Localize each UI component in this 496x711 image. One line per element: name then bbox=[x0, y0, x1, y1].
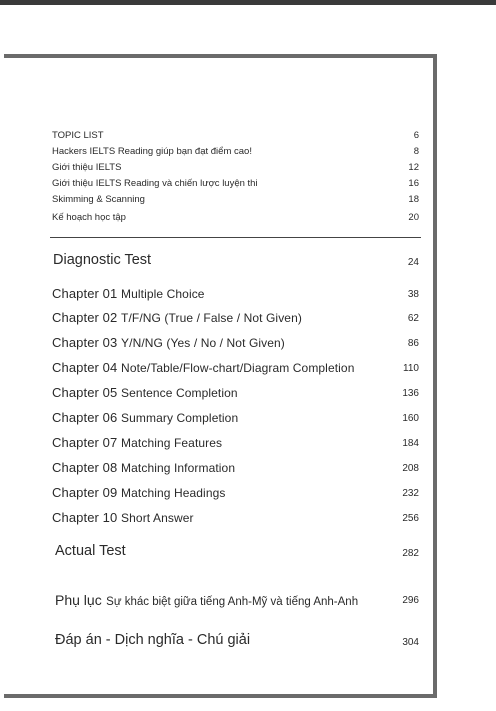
appendix-heading: Phụ lục bbox=[55, 592, 102, 608]
chapter-title: Matching Headings bbox=[121, 486, 226, 500]
chapter-title: Summary Completion bbox=[121, 411, 239, 425]
toc-entry-page: 38 bbox=[407, 289, 419, 300]
toc-entry-page: 304 bbox=[402, 637, 419, 648]
toc-entry-page: 282 bbox=[402, 548, 419, 559]
toc-entry-page: 6 bbox=[413, 130, 419, 141]
toc-entry-page: 20 bbox=[408, 212, 419, 223]
toc-entry-page: 62 bbox=[407, 313, 419, 324]
toc-entry-page: 184 bbox=[402, 438, 419, 449]
chapter-number: Chapter 03 bbox=[52, 335, 118, 350]
chapter-number: Chapter 05 bbox=[52, 385, 118, 400]
toc-entry-label: Skimming & Scanning bbox=[52, 194, 145, 205]
toc-entry-label: Actual Test bbox=[55, 543, 126, 559]
toc-entry-page: 160 bbox=[402, 413, 419, 424]
toc-entry-label: Giới thiệu IELTS bbox=[52, 162, 122, 173]
toc-page bbox=[4, 54, 437, 698]
chapter-title: Multiple Choice bbox=[121, 287, 205, 301]
chapter-title: Short Answer bbox=[121, 511, 194, 525]
chapter-title: Note/Table/Flow-chart/Diagram Completion bbox=[121, 361, 355, 375]
chapter-title: Sentence Completion bbox=[121, 386, 238, 400]
chapter-title: Matching Information bbox=[121, 461, 236, 475]
section-divider bbox=[50, 237, 421, 238]
toc-entry-page: 296 bbox=[402, 595, 419, 606]
chapter-number: Chapter 04 bbox=[52, 360, 118, 375]
chapter-number: Chapter 02 bbox=[52, 310, 118, 325]
toc-entry-page: 110 bbox=[403, 363, 419, 374]
toc-entry-page: 86 bbox=[407, 338, 419, 349]
toc-entry-page: 12 bbox=[408, 162, 419, 173]
chapter-number: Chapter 07 bbox=[52, 435, 118, 450]
toc-entry-page: 18 bbox=[408, 194, 419, 205]
chapter-number: Chapter 09 bbox=[52, 485, 118, 500]
chapter-title: T/F/NG (True / False / Not Given) bbox=[121, 311, 302, 325]
toc-entry-page: 232 bbox=[402, 488, 419, 499]
toc-entry-page: 24 bbox=[407, 257, 419, 268]
top-bar bbox=[0, 0, 496, 5]
toc-entry-page: 256 bbox=[402, 513, 419, 524]
chapter-title: Y/N/NG (Yes / No / Not Given) bbox=[121, 336, 285, 350]
toc-entry-label: Diagnostic Test bbox=[53, 252, 152, 268]
toc-entry-page: 208 bbox=[402, 463, 419, 474]
toc-entry-page: 136 bbox=[402, 388, 419, 399]
toc-entry-label: Kế hoạch học tập bbox=[52, 212, 126, 223]
toc-entry-label: Đáp án - Dịch nghĩa - Chú giải bbox=[55, 632, 251, 648]
toc-entry-page: 16 bbox=[408, 178, 419, 189]
chapter-number: Chapter 10 bbox=[52, 510, 118, 525]
chapter-number: Chapter 01 bbox=[52, 286, 118, 301]
toc-entry-label: Hackers IELTS Reading giúp bạn đạt điểm cao! bbox=[52, 146, 252, 157]
toc-entry-page: 8 bbox=[413, 146, 419, 157]
chapter-number: Chapter 08 bbox=[52, 460, 118, 475]
chapter-title: Matching Features bbox=[121, 436, 223, 450]
chapter-number: Chapter 06 bbox=[52, 410, 118, 425]
toc-entry-label: Giới thiệu IELTS Reading và chiến lược luyện thi bbox=[52, 178, 258, 189]
appendix-subtitle: Sự khác biệt giữa tiếng Anh-Mỹ và tiếng Anh-Anh bbox=[106, 596, 359, 608]
toc-entry-label: TOPIC LIST bbox=[52, 130, 104, 141]
